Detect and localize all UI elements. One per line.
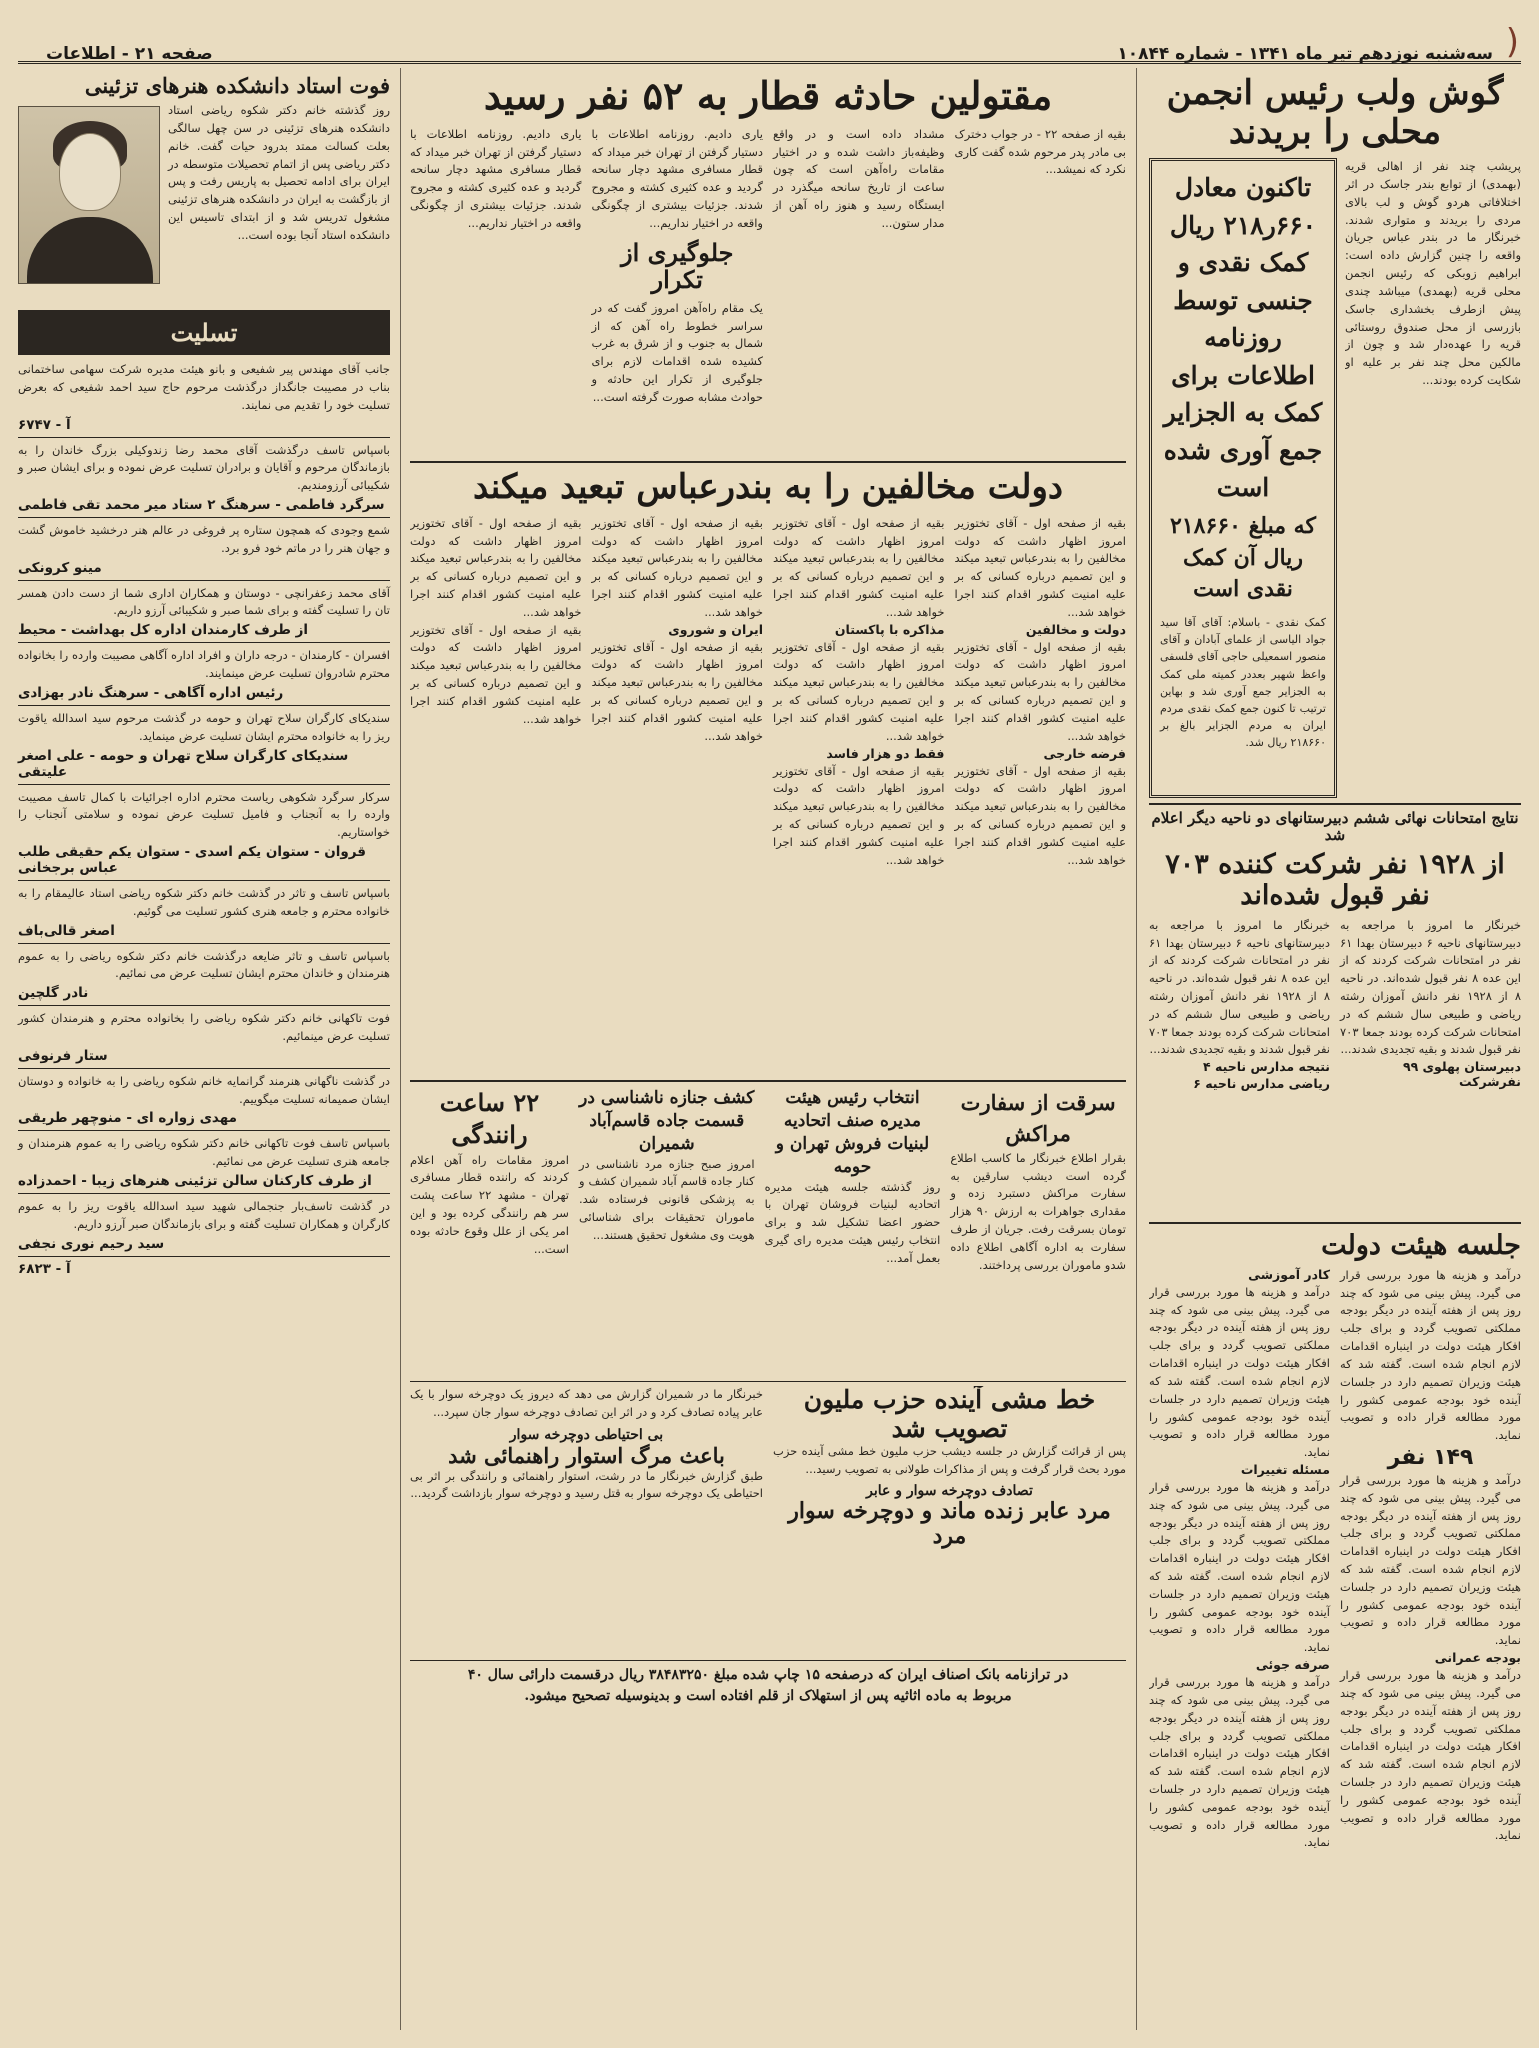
exile-subhead: فرضه خارجی (1043, 745, 1126, 761)
condolence-item (18, 948, 390, 1007)
train-text-c: یاری دادیم. روزنامه اطلاعات با دستیار گرفتن از تهران خبر میداد که قطار مسافری مشهد دچار سانحه گردید و عده کثیری کشته و مجروح شدند. جزئیات بیشتری از چگونگی واقعه در اختیار نداریم... (591, 126, 763, 230)
condolence-text: افسران - کارمندان - درجه داران و افراد اداره آگاهی مصیبت وارده را بخانواده محترم شادروان تسلیت عرض مینمایند. (18, 648, 390, 681)
column-rule (1136, 68, 1137, 2030)
train-text-d: یاری دادیم. روزنامه اطلاعات با دستیار گرفتن از تهران خبر میداد که قطار مسافری مشهد دچار سانحه گردید و عده کثیری کشته و مجروح شدند. جزئیات بیشتری از چگونگی واقعه در اختیار نداریم... (410, 126, 582, 230)
cabinet-subhead: بودجه عمرانی (1434, 1650, 1521, 1666)
condolence-code: آ - ۶۸۲۳ (18, 1260, 71, 1277)
funeral-headline: کشف جنازه ناشناسی در قسمت جاده قاسم‌آباد شمیران (579, 1087, 755, 1154)
exile-text-6: بقیه از صفحه اول - آقای تختوزیر امروز اظهار داشت که دولت مخالفین را به بندرعباس تبعید میکند و این تصمیم درباره کسانی که بر علیه امنیت کشور اقدام کنند اجرا خواهد شد... (773, 763, 945, 867)
train-accident-headline: مقتولین حادثه قطار به ۵۲ نفر رسید (483, 73, 1053, 118)
condolence-signature: سید رحیم نوری نجفی (18, 1235, 165, 1252)
cabinet-headline: جلسه هیئت دولت (1321, 1229, 1521, 1261)
cabinet-body (1149, 1267, 1521, 1947)
condolence-signature: سرگرد فاطمی - سرهنگ ۲ ستاد میر محمد تقی فاطمی (18, 497, 385, 514)
union-headline: انتخاب رئیس هیئت مدیره صنف اتحادیه لبنیات فروش تهران و حومه (775, 1087, 930, 1177)
condolence-signature: نادر گلچین (18, 985, 89, 1002)
exile-text-10: بقیه از صفحه اول - آقای تختوزیر امروز اظهار داشت که دولت مخالفین را به بندرعباس تبعید میکند و این تصمیم درباره کسانی که بر علیه امنیت کشور اقدام کنند اجرا خواهد شد... (410, 622, 582, 726)
page-corner-mark: ( (1505, 22, 1519, 62)
exam-text-2: خبرنگار ما امروز با مراجعه به دبیرستانهای ناحیه ۶ دبیرستان بهدا ۶۱ نفر در امتحانات شرکت کردند که از این عده ۸ نفر قبول شده‌اند. در ناحیه ۸ از ۱۹۲۸ نفر دانش آموزان رشته ریاضی و طبیعی سال ششم که در امتحانات شرکت کرده بودند جمعا ۷۰۳ نفر قبول شدند و بقیه تجدیدی شدند... (1149, 917, 1331, 1057)
cabinet-subhead: ۱۴۹ نفر (1387, 1444, 1474, 1470)
cabinet-text-5: درآمد و هزینه ها مورد بررسی قرار می گیرد. پیش بینی می شود که چند روز پس از هفته آینده در دیگر بودجه مملکتی تصویب گردد و برای جلب افکار هیئت دولت در اینباره اقدامات لازم انجام شده است. گفته شد که هیئت وزیران تصمیم دارد در جلسات آینده خود بودجه عمومی کشور را مورد مطالعه قرار داده و تصویب نماید. (1149, 1479, 1330, 1655)
ear-cutting-story: پریشب چند نفر از اهالی قریه (بهمدی) از توابع بندر جاسک در اثر اختلافاتی هردو گوش و لب بالای مردی را بریدند و متواری شدند. خبرنگار ما در بندر عباس جریان واقعه را چنین گزارش داده است: ابراهیم زوبکی که رئیس انجمن محلی قریه (بهمدی) میباشد چندی پیش ازطرف بخشداری جاسک بازرسی از محل صندوق روستائی قریه را عهده‌دار شد و چون از مالکین محل چند نفر بر علیه او شکایت کرده بودند... (1345, 159, 1521, 387)
party-text: پس از قرائت گزارش در جلسه دیشب حزب ملیون خط مشی آینده حزب مورد بحث قرار گرفت و پس از مذاکرات طولانی به تصویب رسید... (773, 1444, 1126, 1477)
condolence-item (18, 885, 390, 944)
condolence-text: باسپاس تاسف و تاثر در گذشت خانم دکتر شکوه ریاضی استاد عالیمقام را به خانواده محترم و جامعه هنری کشور تسلیت می گوئیم. (18, 885, 390, 918)
condolence-text: آقای محمد زعفرانچی - دوستان و همکاران اداری شما از دست دادن همسر تان را تسلیت گفته و برای شما صبر و شکیبائی آرزو داریم. (18, 585, 390, 618)
drive-hours-headline: ۲۲ ساعت رانندگی (439, 1087, 540, 1150)
condolence-item (18, 361, 390, 437)
exile-text: بقیه از صفحه اول - آقای تختوزیر امروز اظهار داشت که دولت مخالفین را به بندرعباس تبعید میکند و این تصمیم درباره کسانی که بر علیه امنیت کشور اقدام کنند اجرا خواهد شد... (954, 515, 1126, 619)
exam-subhead: نتیجه مدارس ناحیه ۴ (1203, 1059, 1330, 1075)
exile-text-3: بقیه از صفحه اول - آقای تختوزیر امروز اظهار داشت که دولت مخالفین را به بندرعباس تبعید میکند و این تصمیم درباره کسانی که بر علیه امنیت کشور اقدام کنند اجرا خواهد شد... (954, 763, 1126, 867)
center-lower-row (410, 1087, 1126, 1377)
condolence-text: در گذشت تاسف‌بار جنجمالی شهید سید اسدالله یاقوت ریز را به عموم کارگران و همکاران تسلیت گفته و برای بازماندگان صبر آرزو داریم. (18, 1199, 390, 1231)
exam-kicker: نتایج امتحانات نهائی ششم دبیرستانهای دو ناحیه دیگر اعلام شد (1151, 809, 1519, 845)
condolence-item (18, 1073, 390, 1132)
condolence-item (18, 585, 390, 644)
condolence-signature: مهدی زواره ای - منوچهر طریقی (18, 1110, 238, 1127)
exile-text-8: بقیه از صفحه اول - آقای تختوزیر امروز اظهار داشت که دولت مخالفین را به بندرعباس تبعید میکند و این تصمیم درباره کسانی که بر علیه امنیت کشور اقدام کنند اجرا خواهد شد... (591, 639, 763, 743)
cabinet-subhead: کادر آموزشی (1248, 1266, 1330, 1282)
train-accident-body (410, 126, 1126, 456)
page-number-line: صفحه ۲۱ - اطلاعات (46, 44, 213, 64)
condolence-item (18, 710, 390, 785)
cabinet-subhead: مسئله تغییرات (1240, 1461, 1330, 1477)
exile-subhead: ایران و شوروی (668, 621, 763, 637)
exile-text-2: بقیه از صفحه اول - آقای تختوزیر امروز اظهار داشت که دولت مخالفین را به بندرعباس تبعید میکند و این تصمیم درباره کسانی که بر علیه امنیت کشور اقدام کنند اجرا خواهد شد... (954, 639, 1126, 743)
masthead (18, 18, 1521, 64)
condolence-item (18, 522, 390, 581)
exile-text-7: بقیه از صفحه اول - آقای تختوزیر امروز اظهار داشت که دولت مخالفین را به بندرعباس تبعید میکند و این تصمیم درباره کسانی که بر علیه امنیت کشور اقدام کنند اجرا خواهد شد... (591, 515, 763, 619)
condolence-text: سرکار سرگرد شکوهی ریاست محترم اداره اجرائیات با کمال تاسف مصیبت وارده را به آنجناب و فامیل تسلیت عرض نموده و سلامتی آنجناب را خواستاریم. (18, 789, 390, 840)
right-column (1149, 74, 1521, 1947)
train-text-a: بقیه از صفحه ۲۲ - در جواب دخترک بی مادر پدر مرحوم شده گفت کاری نکرد که نمیشد... (954, 126, 1126, 177)
cabinet-text: درآمد و هزینه ها مورد بررسی قرار می گیرد. پیش بینی می شود که چند روز پس از هفته آینده در دیگر بودجه مملکتی تصویب گردد و برای جلب افکار هیئت دولت در اینباره اقدامات لازم انجام شده است. گفته شد که هیئت وزیران تصمیم دارد در جلسات آینده خود بودجه عمومی کشور را مورد مطالعه قرار داده و تصویب نماید. (1340, 1267, 1521, 1443)
left-column (18, 74, 390, 1277)
cabinet-text-2: درآمد و هزینه ها مورد بررسی قرار می گیرد. پیش بینی می شود که چند روز پس از هفته آینده در دیگر بودجه مملکتی تصویب گردد و برای جلب افکار هیئت دولت در اینباره اقدامات لازم انجام شده است. گفته شد که هیئت وزیران تصمیم دارد در جلسات آینده خود بودجه عمومی کشور را مورد مطالعه قرار داده و تصویب نماید. (1340, 1472, 1521, 1648)
train-text-b: مشداد داده است و در واقع وظیفه‌باز داشت شده و در اختیار مقامات راه‌آهن است که چون ساعت از تاریخ سانحه میگذرد در ایستگاه رسید و هنوز راه آهن از مدار ستون... (773, 126, 945, 230)
issue-date-line: سه‌شنبه نوزدهم تیر ماه ۱۳۴۱ - شماره ۱۰۸۴۴ (1117, 44, 1493, 64)
condolence-text: باسپاس تاسف و تاثر ضایعه درگذشت خانم دکتر شکوه ریاضی را به عموم هنرمندان و خاندان محترم ایشان تسلیت عرض می نمائیم. (18, 948, 390, 981)
condolence-signature: رئیس اداره آگاهی - سرهنگ نادر بهزادی (18, 684, 284, 701)
exam-headline: از ۱۹۲۸ نفر شرکت کننده ۷۰۳ نفر قبول شده‌اند (1165, 848, 1505, 911)
repeat-prevention-text: یک مقام راه‌آهن امروز گفت که در سراسر خطوط راه آهن که از شمال به جنوب و از شرق به غرب کشیده شده اقدامات لازم برای جلوگیری از تکرار این حادثه و حوادث مشابه صورت گرفته است... (591, 300, 763, 404)
condolence-item (18, 1198, 390, 1257)
condolence-signature: ستار فرنوفی (18, 1047, 108, 1064)
cabinet-text-6: درآمد و هزینه ها مورد بررسی قرار می گیرد. پیش بینی می شود که چند روز پس از هفته آینده در دیگر بودجه مملکتی تصویب گردد و برای جلب افکار هیئت دولت در اینباره اقدامات لازم انجام شده است. گفته شد که هیئت وزیران تصمیم دارد در جلسات آینده خود بودجه عمومی کشور را مورد مطالعه قرار داده و تصویب نماید. (1149, 1675, 1330, 1850)
portrait-photo (18, 106, 160, 284)
condolence-signature: از طرف کارمندان اداره کل بهداشت - محیط (18, 622, 309, 639)
condolence-item (18, 1010, 390, 1069)
exam-subhead: ریاضی مدارس ناحیه ۶ (1193, 1076, 1330, 1092)
exile-text-4: بقیه از صفحه اول - آقای تختوزیر امروز اظهار داشت که دولت مخالفین را به بندرعباس تبعید میکند و این تصمیم درباره کسانی که بر علیه امنیت کشور اقدام کنند اجرا خواهد شد... (773, 515, 945, 619)
exile-text-5: بقیه از صفحه اول - آقای تختوزیر امروز اظهار داشت که دولت مخالفین را به بندرعباس تبعید میکند و این تصمیم درباره کسانی که بر علیه امنیت کشور اقدام کنند اجرا خواهد شد... (773, 639, 945, 743)
condolence-signature: سندیکای کارگران سلاح تهران و حومه - علی اصغر علیتقی (18, 747, 349, 780)
exile-subhead: مذاکره با پاکستان (834, 621, 945, 637)
cabinet-text-3: درآمد و هزینه ها مورد بررسی قرار می گیرد. پیش بینی می شود که چند روز پس از هفته آینده در دیگر بودجه مملکتی تصویب گردد و برای جلب افکار هیئت دولت در اینباره اقدامات لازم انجام شده است. گفته شد که هیئت وزیران تصمیم دارد در جلسات آینده خود بودجه عمومی کشور را مورد مطالعه قرار داده و تصویب نماید. (1340, 1668, 1521, 1843)
condolence-text: جانب آقای مهندس پیر شفیعی و بانو هیئت مدیره شرکت سهامی ساختمانی بناب در مصیبت جانگداز درگذشت مرحوم حاج سید احمد شفیعی که بعرض تسلیت خود را تقدیم می نمایند. (18, 362, 390, 412)
condolence-item (18, 442, 390, 518)
condolence-signature: از طرف کارکنان سالن تزئینی هنرهای زیبا - احمدزاده (18, 1173, 372, 1190)
theft-text: بقرار اطلاع خبرنگار ما کاسب اطلاع گرده است دیشب سارقین به سفارت مراکش دستبرد زده و مقداری جواهرات به ارزش ۹۰ هزار تومان بسرقت رفت. جریان از طرف سفارت به اداره آگاهی اطلاع داده شدو ماموران بررسی پرداختند. (950, 1150, 1126, 1272)
cabinet-subhead: صرفه جوئی (1255, 1657, 1330, 1673)
ear-cutting-headline: گوش ولب رئیس انجمن محلی را بریدند (1166, 73, 1504, 153)
condolence-text: فوت تاکهانی خانم دکتر شکوه ریاضی را بخانواده محترم و هنرمندان کشور تسلیت عرض مینمائیم. (18, 1011, 390, 1044)
exile-headline: دولت مخالفین را به بندرعباس تبعید میکند (472, 466, 1064, 507)
center-column (410, 74, 1126, 1707)
accident-kicker: تصادف دوچرخه سوار و عابر (866, 1482, 1033, 1499)
bank-correction-notice: در ترازنامه بانک اصناف ایران که درصفحه ۱۵ چاپ شده مبلغ ۳۸۴۸۳۲۵۰ ریال درقسمت دارائی سال ۴۰ مربوط به ماده اثاثیه پس از استهلاک از قلم افتاده است و بدینوسیله تصحیح میشود. (467, 1666, 1069, 1704)
condolence-list (18, 361, 390, 1257)
condolence-banner: تسلیت (18, 310, 390, 355)
condolence-signature: اصغر قالی‌باف (18, 922, 115, 939)
condolence-text: باسپاس تاسف درگذشت آقای محمد رضا زندوکیلی بزرگ خاندان را به بازماندگان مرحوم و آقایان و برادران تسلیت عرض نموده و برای ایشان صبر و شکیبائی آرزومندیم. (18, 442, 390, 493)
accident-headline: مرد عابر زنده ماند و دوچرخه سوار مرد (788, 1498, 1111, 1550)
condolence-signature: آ - ۶۷۴۷ (18, 416, 71, 433)
careless-headline: باعث مرگ استوار راهنمائی شد (448, 1442, 725, 1468)
center-bottom-row (410, 1386, 1126, 1656)
algeria-aid-headline: تاکنون معادل ۶۶۰ر۲۱۸ ریال کمک نقدی و جنسی توسط روزنامه اطلاعات برای کمک به الجزایر جمع آوری شده است (1163, 173, 1323, 503)
condolence-item (18, 1135, 390, 1194)
accident-text: خبرنگار ما در شمیران گزارش می دهد که دیروز یک دوچرخه سوار با یک عابر پیاده تصادف کرد و در اثر این تصادف دوچرخه سوار جان سپرد... (410, 1386, 763, 1419)
theft-headline: سرقت از سفارت مراکش (960, 1089, 1116, 1147)
union-text: روز گذشته جلسه هیئت مدیره اتحادیه لبنیات فروشان تهران با حضور اعضا تشکیل شد و برای انتخاب رئیس هیئت مدیره رای گیری بعمل آمد... (764, 1179, 941, 1265)
obituary-headline: فوت استاد دانشکده هنرهای تزئینی (84, 73, 390, 98)
newspaper-page (18, 18, 1521, 2030)
exile-subhead: دولت و مخالفین (1025, 621, 1126, 637)
condolence-signature: مینو کرونکی (18, 559, 102, 576)
condolence-text: سندیکای کارگران سلاح تهران و حومه در گذشت مرحوم سید اسدالله یاقوت ریز را به خانواده محترم ایشان تسلیت عرض مینماید. (18, 710, 390, 743)
drive-hours-text: امروز مقامات راه آهن اعلام کردند که راننده قطار مسافری تهران - مشهد ۲۲ ساعت پشت سر هم رانندگی کرده بود و این امر یکی از علل وقوع حادثه بوده است... (410, 1152, 569, 1256)
condolence-item (18, 647, 390, 706)
careless-text: طبق گزارش خبرنگار ما در رشت، استوار راهنمائی و رانندگی بر اثر بی احتیاطی یک دوچرخه سوار به قتل رسید و دوچرخه سوار بازداشت گردید... (410, 1468, 763, 1501)
exam-body (1149, 917, 1521, 1217)
condolence-text: باسپاس تاسف فوت تاکهانی خانم دکتر شکوه ریاضی را به عموم هنرمندان و جامعه هنری تسلیت عرض می نمائیم. (18, 1136, 390, 1169)
algeria-aid-subheadline: که مبلغ ۲۱۸۶۶۰ ریال آن کمک نقدی است (1170, 512, 1316, 603)
cabinet-text-4: درآمد و هزینه ها مورد بررسی قرار می گیرد. پیش بینی می شود که چند روز پس از هفته آینده در دیگر بودجه مملکتی تصویب گردد و برای جلب افکار هیئت دولت در اینباره اقدامات لازم انجام شده است. گفته شد که هیئت وزیران تصمیم دارد در جلسات آینده خود بودجه عمومی کشور را مورد مطالعه قرار داده و تصویب نماید. (1149, 1284, 1330, 1460)
condolence-signature: قروان - ستوان یکم اسدی - ستوان یکم حقیقی طلب عباس برجخانی (18, 843, 367, 876)
algeria-aid-box (1149, 158, 1337, 798)
exam-text: خبرنگار ما امروز با مراجعه به دبیرستانهای ناحیه ۶ دبیرستان بهدا ۶۱ نفر در امتحانات شرکت کردند که از این عده ۸ نفر قبول شده‌اند. در ناحیه ۸ از ۱۹۲۸ نفر دانش آموزان رشته ریاضی و طبیعی سال ششم که در امتحانات شرکت کرده بودند جمعا ۷۰۳ نفر قبول شدند و بقیه تجدیدی شدند... (1340, 917, 1521, 1057)
party-headline: خط مشی آینده حزب ملیون تصویب شد (803, 1385, 1096, 1443)
column-rule (400, 68, 401, 2030)
obituary-text: روز گذشته خانم دکتر شکوه ریاضی استاد دانشکده هنرهای تزئینی در سن چهل سالگی بعلت کسالت ممتد بدرود حیات گفت. خانم دکتر ریاضی پس از اتمام تحصیلات متوسطه در ایران برای ادامه تحصیل به پاریس رفت و پس از بازگشت به ایران در دانشکده هنرهای تزئینی مشغول تدریس شد و از ابتدای تاسیس این دانشکده استاد آنجا بوده است... (168, 103, 390, 242)
algeria-aid-text: کمک نقدی - باسلام: آقای آقا سید جواد الیاسی از علمای آبادان و آقای منصور اسمعیلی حاجی آقای فلسفی واعظ شهیر بعددر کمیته ملی کمک به الجزایر جمع آوری شد و بهاین ترتیب تا کنون جمع کمک نقدی مردم ایران به مردم الجزایر بالغ بر ۲۱۸۶۶۰ ریال شد. (1160, 616, 1326, 749)
careless-kicker: بی احتیاطی دوچرخه سوار (509, 1427, 664, 1444)
exile-text-9: بقیه از صفحه اول - آقای تختوزیر امروز اظهار داشت که دولت مخالفین را به بندرعباس تبعید میکند و این تصمیم درباره کسانی که بر علیه امنیت کشور اقدام کنند اجرا خواهد شد... (410, 515, 582, 619)
funeral-text: امروز صبح جنازه مرد ناشناسی در کنار جاده قاسم آباد شمیران کشف و به پزشکی قانونی فرستاده شد. ماموران تحقیقات برای شناسائی هویت وی مشغول تحقیق هستند... (578, 1156, 755, 1242)
condolence-text: در گذشت ناگهانی هنرمند گرانمایه خانم شکوه ریاضی را به خانواده و دوستان ایشان صمیمانه تسلیت میگوییم. (18, 1073, 390, 1106)
condolence-text: شمع وجودی که همچون ستاره پر فروغی در عالم هنر درخشید خاموش گشت و جهان هنر را در ماتم خود فرو برد. (18, 523, 390, 555)
exile-subhead: فقط دو هزار فاسد (826, 745, 945, 761)
condolence-item (18, 789, 390, 881)
repeat-prevention-headline: جلوگیری از تکرار (621, 237, 734, 295)
exam-subhead: دبیرستان پهلوی ۹۹ نفرشرکت (1402, 1059, 1521, 1090)
exile-body (410, 515, 1126, 1075)
